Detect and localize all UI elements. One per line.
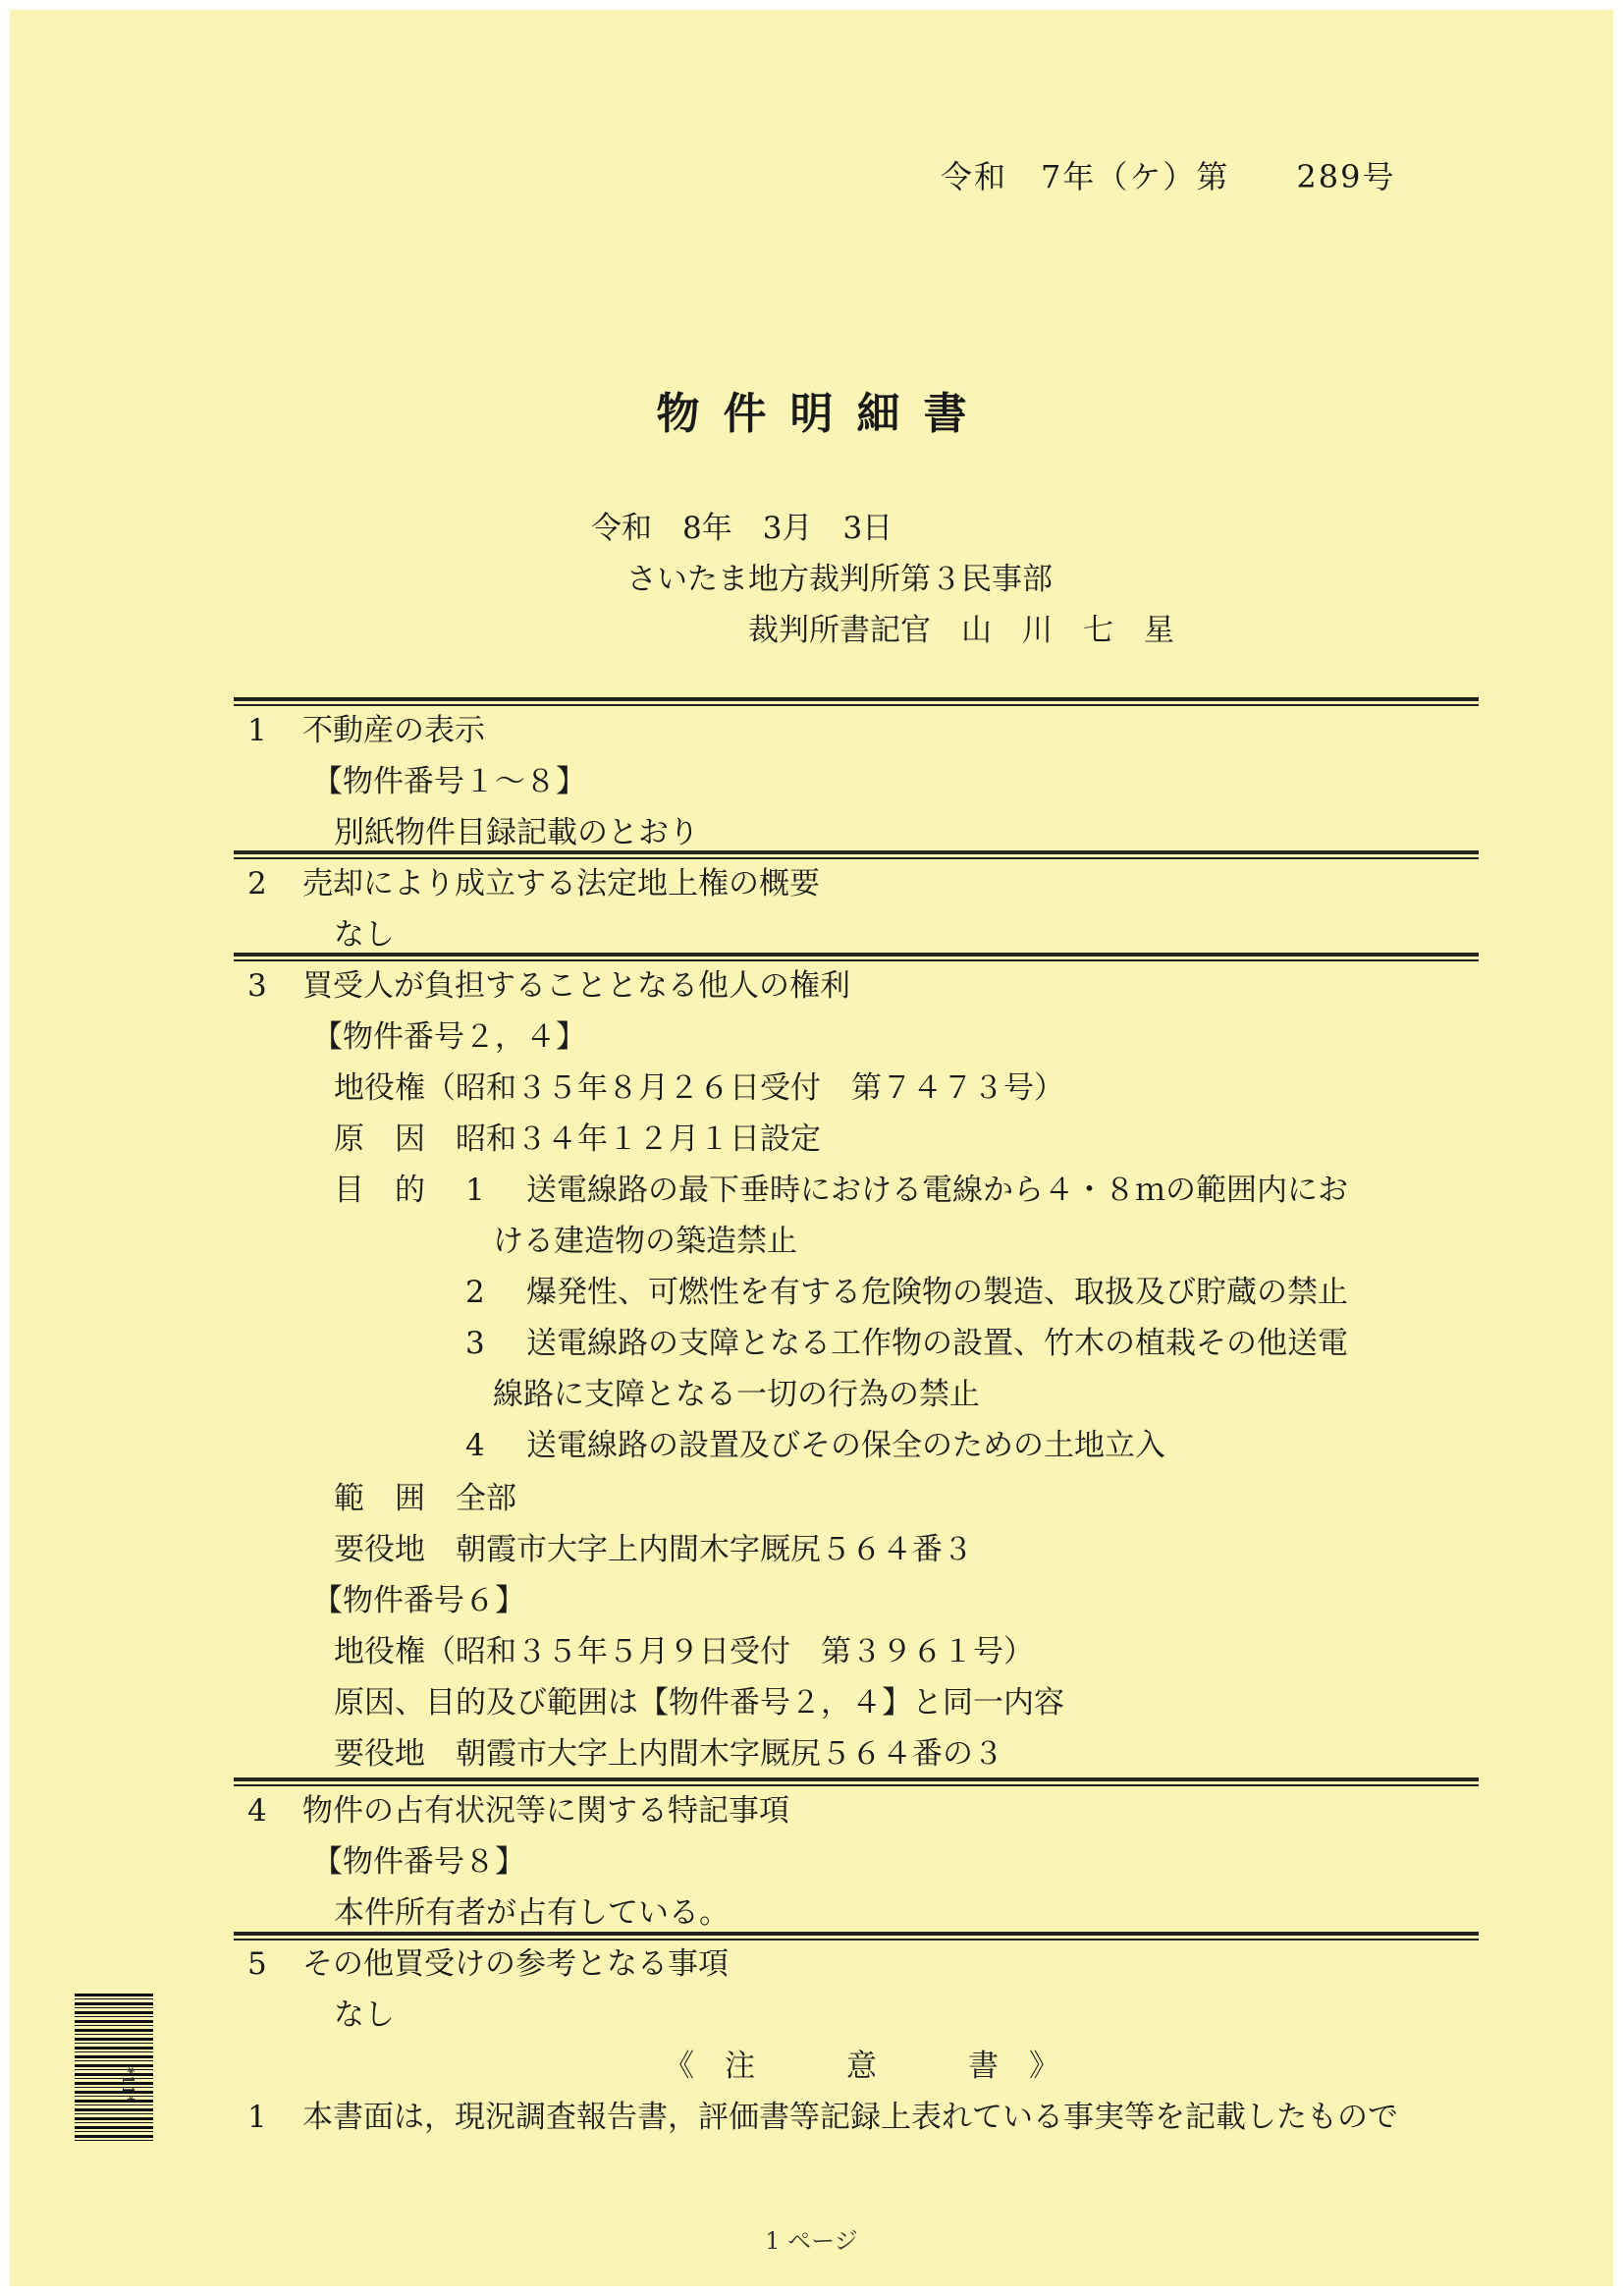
purpose-number: 2 [465,1275,485,1310]
section-divider [234,1932,1479,1941]
property-number-label: 【物件番号６】 [312,1583,525,1618]
section-heading: 不動産の表示 [302,713,485,748]
purpose-label: 目 的 [334,1173,425,1208]
page-number: 1 ページ [765,2227,858,2255]
easement-registration: 地役権（昭和３５年８月２６日受付 第７４７３号） [334,1070,1064,1106]
property-number-label: 【物件番号２，４】 [312,1019,586,1055]
section-number: 3 [247,968,267,1004]
section-heading: その他買受けの参考となる事項 [302,1946,729,1982]
purpose-text: ける建造物の築造禁止 [493,1224,797,1259]
section-text: なし [334,1997,395,2033]
section-text: 別紙物件目録記載のとおり [334,815,699,850]
property-number-label: 【物件番号８】 [312,1844,525,1880]
purpose-text: 送電線路の最下垂時における電線から４・８ｍの範囲内にお [526,1173,1348,1208]
section-heading: 買受人が負担することとなる他人の権利 [302,968,850,1004]
section-text: なし [334,917,395,953]
section-number: 5 [247,1946,267,1982]
issue-date: 令和 8年 3月 3日 [591,511,893,546]
purpose-text: 爆発性、可燃性を有する危険物の製造、取扱及び貯蔵の禁止 [526,1275,1348,1310]
property-number-label: 【物件番号１～８】 [312,764,586,799]
section-number: 4 [247,1793,267,1829]
notice-item-text: 本書面は，現況調査報告書，評価書等記録上表れている事実等を記載したもので [302,2100,1398,2135]
purpose-text: 送電線路の設置及びその保全のための土地立入 [526,1428,1165,1463]
notice-title: 《 注 意 書 》 [664,2049,1059,2084]
purpose-number: 3 [465,1326,485,1361]
section-number: 1 [247,713,267,748]
easement-cause: 原 因 昭和３４年１２月１日設定 [334,1121,821,1157]
court-name: さいたま地方裁判所第３民事部 [626,562,1053,597]
section-divider [234,697,1479,706]
case-number: 令和 7年（ケ）第 289号 [941,158,1396,195]
easement-scope: 範 囲 全部 [334,1481,516,1516]
clerk-name: 裁判所書記官 山 川 七 星 [748,613,1174,648]
purpose-number: 4 [465,1428,485,1463]
purpose-text: 送電線路の支障となる工作物の設置、竹木の植栽その他送電 [526,1326,1348,1361]
section-heading: 物件の占有状況等に関する特記事項 [302,1793,789,1829]
easement-same-content: 原因、目的及び範囲は【物件番号２，４】と同一内容 [334,1685,1064,1721]
purpose-number: 1 [465,1173,485,1208]
section-text: 本件所有者が占有している。 [334,1895,730,1931]
notice-item-number: 1 [247,2100,267,2135]
barcode [75,1994,153,2141]
section-divider [234,953,1479,961]
barcode-text: *11* [119,2067,137,2104]
easement-registration: 地役権（昭和３５年５月９日受付 第３９６１号） [334,1634,1034,1669]
section-heading: 売却により成立する法定地上権の概要 [302,866,820,902]
section-divider [234,1777,1479,1786]
section-number: 2 [247,866,267,902]
purpose-text: 線路に支障となる一切の行為の禁止 [493,1377,980,1412]
servient-land: 要役地 朝霞市大字上内間木字厩尻５６４番３ [334,1532,973,1567]
document-title: 物件明細書 [656,389,991,439]
servient-land: 要役地 朝霞市大字上内間木字厩尻５６４番の３ [334,1736,1003,1772]
